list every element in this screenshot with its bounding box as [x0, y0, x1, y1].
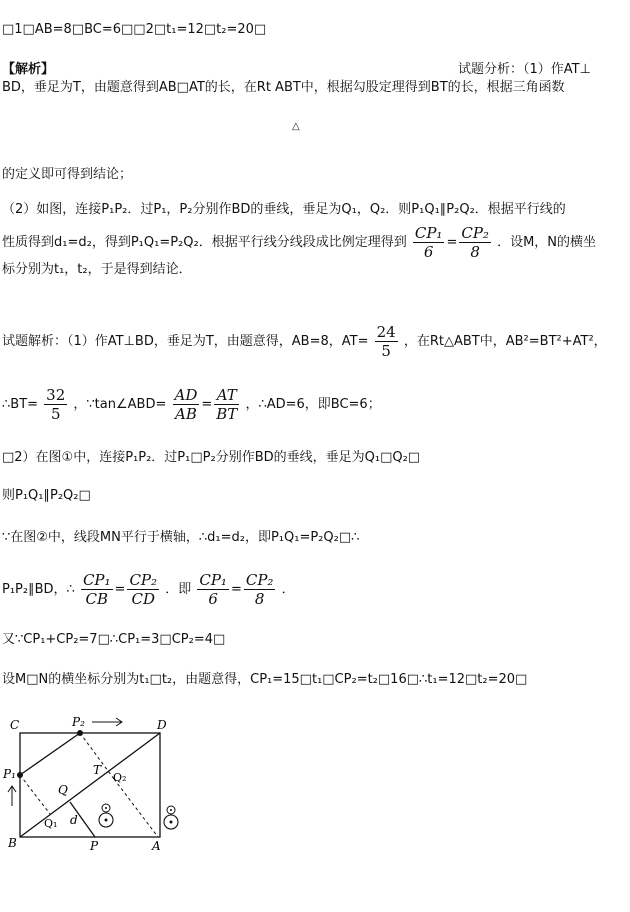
fraction-cp1-cb: $\frac{\text{CP₁}}{CB}$ — [82, 571, 111, 608]
perp-p1q1 — [20, 775, 50, 814]
solution-line-4: 则P₁Q₁∥P₂Q₂□ — [2, 488, 91, 503]
fraction-cp1-6: $\frac{\text{CP₁}}{6}$ — [414, 224, 443, 261]
diagonal-bd — [20, 733, 160, 837]
fraction-cp1-6b: $\frac{\text{CP₁}}{6}$ — [199, 571, 227, 608]
solution-line-2: ∴BT= $\frac{32}{5}$ ，∵tan∠ABD= $\frac{AD}{AB}$ = $\frac{AT}{BT}$ ，∴AD=6，即BC=6； — [2, 386, 381, 423]
fraction-at-bt: $\frac{AT}{BT}$ — [216, 386, 238, 423]
text-seg: 性质得到d₁=d₂，得到P₁Q₁=P₂Q₂．根据平行线分线段成比例定理得到 — [2, 235, 407, 250]
label-p: P — [90, 839, 99, 853]
solution-line-3: □2）在图①中，连接P₁P₂．过P₁□P₂分别作BD的垂线，垂足为Q₁□Q₂□ — [2, 450, 421, 465]
sensor-icon — [99, 804, 113, 827]
label-q: Q — [58, 783, 68, 797]
analysis-line-6: 标分别为t₁，t₂，于是得到结论． — [2, 262, 192, 277]
geometry-figure — [0, 710, 200, 860]
solution-line-8: 设M□N的横坐标分别为t₁□t₂，由题意得，CP₁=15□t₁□CP₂=t₂□16□∴t₁=12□t₂=20□ — [2, 672, 528, 687]
text-seg: ．设M，N的横坐 — [497, 235, 597, 250]
jiexi-heading: 【解析】 — [2, 62, 55, 77]
label-b: B — [8, 836, 17, 850]
fraction-ad-ab: $\frac{AD}{AB}$ — [174, 386, 198, 423]
triangle-symbol: △ — [292, 121, 300, 132]
label-p1: P₁ — [3, 767, 16, 781]
solution-line-6: P₁P₂∥BD，∴ $\frac{\text{CP₁}}{CB}$ = $\frac{\text{CP₂}}{CD}$ ．即 $\frac{\text{CP₁}}{6}$ = $\frac{\text{CP₂}}{8}$ ． — [2, 571, 295, 608]
point-p1 — [17, 772, 23, 778]
sensor-icon — [164, 806, 178, 829]
analysis-start: 试题分析：（1）作AT⊥ — [458, 62, 591, 77]
analysis-line-4: （2）如图，连接P₁P₂．过P₁，P₂分别作BD的垂线，垂足为Q₁，Q₂．则P₁Q₁∥P₂Q₂．根据平行线的 — [2, 202, 566, 217]
fraction-32-5: $\frac{32}{5}$ — [46, 386, 66, 423]
fraction-cp2-cd: $\frac{\text{CP₂}}{CD}$ — [129, 571, 158, 608]
solution-line-5: ∵在图②中，线段MN平行于横轴，∴d₁=d₂，即P₁Q₁=P₂Q₂□∴ — [2, 530, 360, 545]
point-p2 — [77, 730, 83, 736]
label-c: C — [10, 718, 20, 732]
label-a: A — [152, 839, 161, 853]
perp-at — [114, 779, 158, 837]
analysis-line-2: BD，垂足为T，由题意得到AB□AT的长，在Rt ABT中，根据勾股定理得到BT的长，根据三角函数 — [2, 80, 565, 95]
analysis-line-3: 的定义即可得到结论； — [2, 167, 133, 182]
fraction-24-5: $\frac{24}{5}$ — [376, 323, 396, 360]
solution-line-7: 又∵CP₁+CP₂=7□∴CP₁=3□CP₂=4□ — [2, 632, 226, 647]
answer-line: □1□AB=8□BC=6□□2□t₁=12□t₂=20□ — [2, 22, 267, 37]
fraction-cp2-8: $\frac{\text{CP₂}}{8}$ — [461, 224, 489, 261]
segment-p1p2 — [20, 733, 80, 775]
analysis-line-5: 性质得到d₁=d₂，得到P₁Q₁=P₂Q₂．根据平行线分线段成比例定理得到 $\frac{\text{CP₁}}{6}$ = $\frac{\text{CP₂}}{8}$ ．设M，N的横坐 — [2, 224, 597, 261]
solution-line-1: 试题解析：（1）作AT⊥BD，垂足为T，由题意得，AB=8，AT= $\frac{24}{5}$ ，在Rt△ABT中，AB²=BT²+AT²， — [2, 323, 607, 360]
label-p2: P₂ — [72, 715, 85, 729]
label-t: T — [93, 763, 102, 777]
label-q2: Q₂ — [113, 771, 127, 784]
label-d: D — [157, 718, 167, 732]
label-q1: Q₁ — [44, 817, 58, 830]
label-d-distance: d — [70, 813, 78, 827]
fraction-cp2-8b: $\frac{\text{CP₂}}{8}$ — [245, 571, 274, 608]
